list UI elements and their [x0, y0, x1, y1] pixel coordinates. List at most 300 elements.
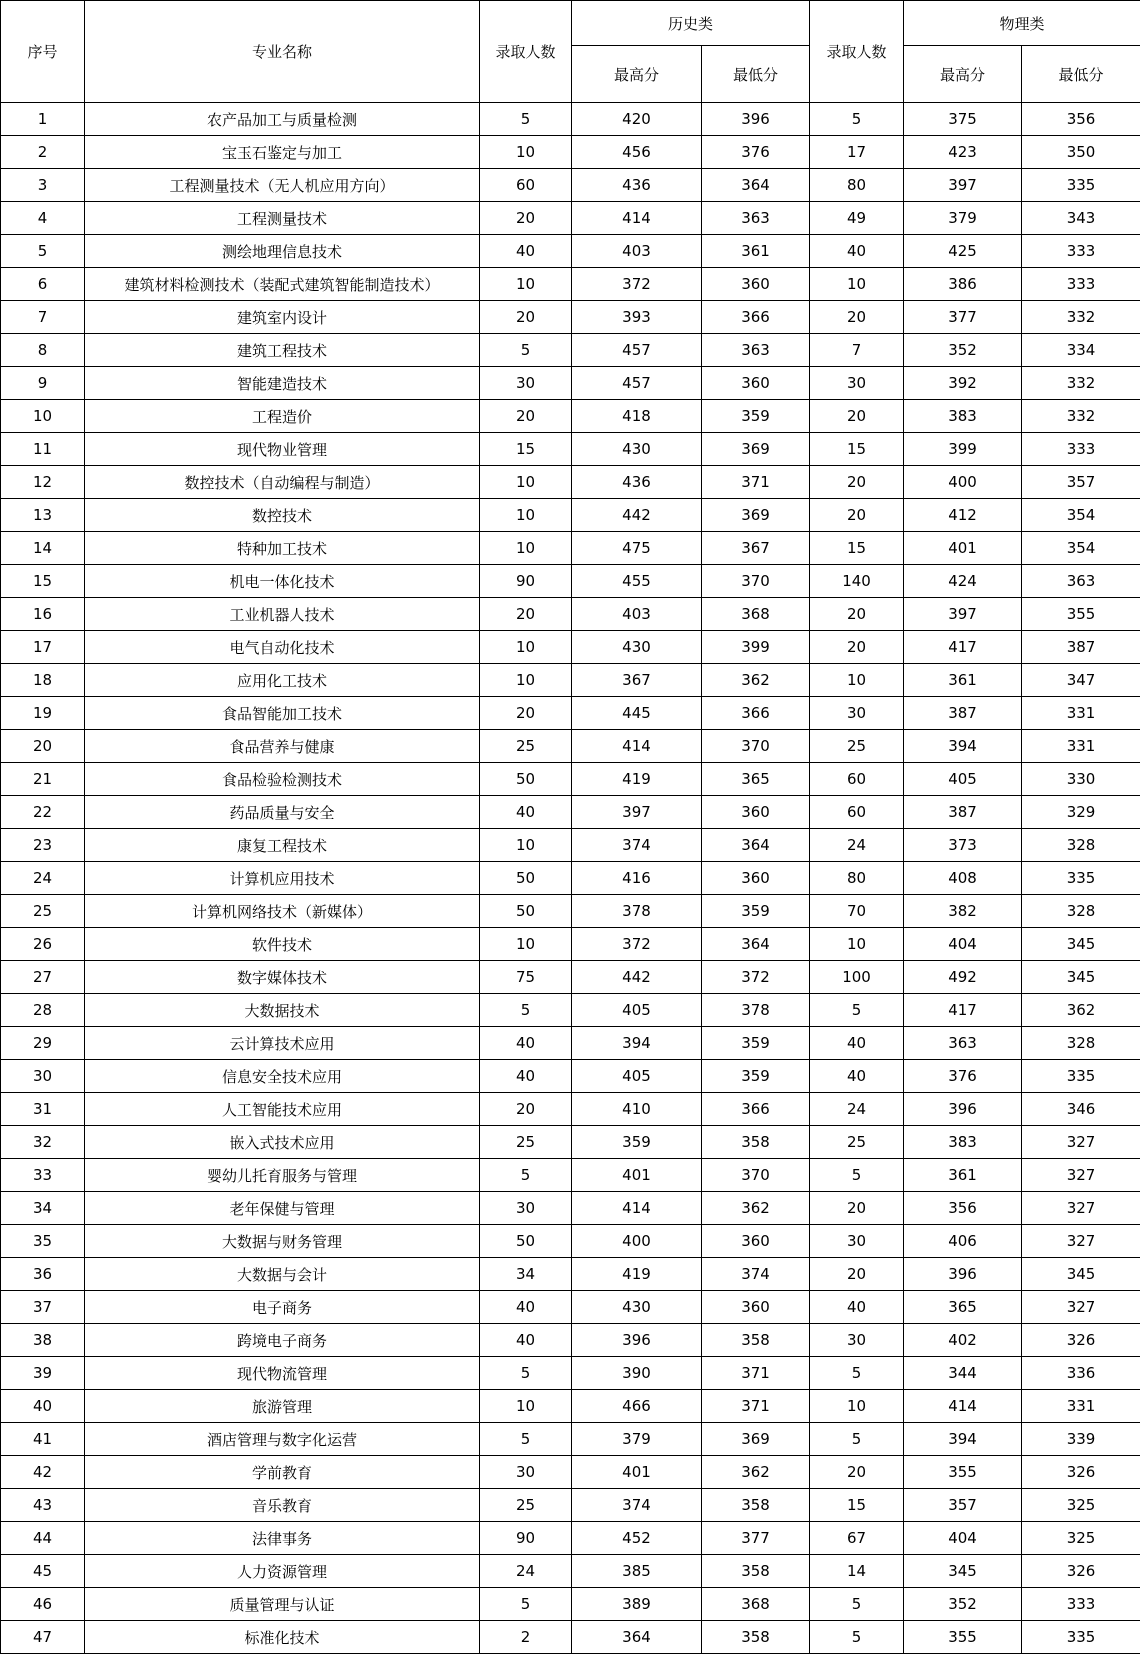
cell-physics-min: 345	[1022, 961, 1140, 994]
cell-major: 工程测量技术（无人机应用方向）	[85, 169, 480, 202]
cell-history-max: 400	[572, 1225, 702, 1258]
cell-history-min: 360	[702, 367, 810, 400]
table-row	[1, 1258, 1140, 1291]
cell-admit-physics: 30	[810, 367, 904, 400]
cell-admit-history: 20	[480, 400, 572, 433]
cell-physics-min: 356	[1022, 103, 1140, 136]
cell-physics-min: 363	[1022, 565, 1140, 598]
table-row	[1, 1621, 1140, 1654]
cell-history-max: 414	[572, 1192, 702, 1225]
cell-history-max: 430	[572, 1291, 702, 1324]
cell-admit-history: 5	[480, 994, 572, 1027]
table-row	[1, 1291, 1140, 1324]
cell-physics-min: 327	[1022, 1225, 1140, 1258]
cell-major: 药品质量与安全	[85, 796, 480, 829]
cell-admit-physics: 20	[810, 631, 904, 664]
cell-index: 32	[1, 1126, 85, 1159]
cell-index: 31	[1, 1093, 85, 1126]
cell-history-min: 377	[702, 1522, 810, 1555]
table-row	[1, 631, 1140, 664]
cell-major: 电气自动化技术	[85, 631, 480, 664]
cell-physics-max: 344	[904, 1357, 1022, 1390]
table-row	[1, 961, 1140, 994]
table-row	[1, 466, 1140, 499]
header-admit-physics: 录取人数	[810, 1, 904, 103]
cell-admit-physics: 5	[810, 1621, 904, 1654]
cell-admit-history: 10	[480, 829, 572, 862]
cell-physics-max: 355	[904, 1621, 1022, 1654]
cell-admit-history: 5	[480, 1159, 572, 1192]
header-admit-history: 录取人数	[480, 1, 572, 103]
cell-physics-max: 397	[904, 598, 1022, 631]
table-row	[1, 1126, 1140, 1159]
table-row	[1, 763, 1140, 796]
cell-history-max: 401	[572, 1456, 702, 1489]
cell-physics-min: 328	[1022, 829, 1140, 862]
cell-admit-physics: 40	[810, 1291, 904, 1324]
cell-physics-max: 417	[904, 994, 1022, 1027]
cell-index: 19	[1, 697, 85, 730]
cell-admit-physics: 100	[810, 961, 904, 994]
cell-major: 旅游管理	[85, 1390, 480, 1423]
table-row	[1, 895, 1140, 928]
cell-admit-physics: 20	[810, 499, 904, 532]
cell-admit-history: 20	[480, 1093, 572, 1126]
cell-history-min: 370	[702, 730, 810, 763]
cell-history-min: 396	[702, 103, 810, 136]
table-row	[1, 235, 1140, 268]
cell-history-min: 364	[702, 169, 810, 202]
cell-history-min: 365	[702, 763, 810, 796]
cell-history-min: 362	[702, 664, 810, 697]
header-index: 序号	[1, 1, 85, 103]
cell-physics-max: 404	[904, 928, 1022, 961]
cell-history-max: 374	[572, 1489, 702, 1522]
cell-history-max: 436	[572, 466, 702, 499]
cell-admit-history: 20	[480, 202, 572, 235]
cell-index: 20	[1, 730, 85, 763]
cell-index: 27	[1, 961, 85, 994]
cell-history-min: 358	[702, 1555, 810, 1588]
cell-history-min: 371	[702, 1357, 810, 1390]
cell-physics-min: 325	[1022, 1489, 1140, 1522]
cell-index: 14	[1, 532, 85, 565]
cell-admit-physics: 5	[810, 103, 904, 136]
cell-index: 10	[1, 400, 85, 433]
cell-major: 酒店管理与数字化运营	[85, 1423, 480, 1456]
cell-history-max: 420	[572, 103, 702, 136]
cell-index: 7	[1, 301, 85, 334]
cell-admit-history: 60	[480, 169, 572, 202]
cell-major: 嵌入式技术应用	[85, 1126, 480, 1159]
table-row	[1, 796, 1140, 829]
cell-major: 大数据与会计	[85, 1258, 480, 1291]
cell-physics-min: 331	[1022, 730, 1140, 763]
cell-history-max: 374	[572, 829, 702, 862]
cell-history-min: 358	[702, 1621, 810, 1654]
table-row	[1, 1225, 1140, 1258]
table-row	[1, 1456, 1140, 1489]
table-header	[1, 1, 1140, 103]
cell-index: 33	[1, 1159, 85, 1192]
cell-physics-min: 331	[1022, 1390, 1140, 1423]
cell-physics-min: 335	[1022, 1621, 1140, 1654]
cell-history-max: 466	[572, 1390, 702, 1423]
cell-index: 42	[1, 1456, 85, 1489]
cell-admit-history: 20	[480, 301, 572, 334]
cell-admit-physics: 70	[810, 895, 904, 928]
cell-major: 建筑工程技术	[85, 334, 480, 367]
cell-physics-max: 401	[904, 532, 1022, 565]
cell-physics-min: 332	[1022, 400, 1140, 433]
cell-admit-physics: 49	[810, 202, 904, 235]
cell-index: 1	[1, 103, 85, 136]
header-major: 专业名称	[85, 1, 480, 103]
table-row	[1, 400, 1140, 433]
cell-history-min: 363	[702, 202, 810, 235]
table-row	[1, 565, 1140, 598]
table-row	[1, 1489, 1140, 1522]
table-row	[1, 1324, 1140, 1357]
cell-major: 标准化技术	[85, 1621, 480, 1654]
cell-physics-max: 387	[904, 697, 1022, 730]
cell-major: 食品智能加工技术	[85, 697, 480, 730]
cell-physics-max: 386	[904, 268, 1022, 301]
cell-admit-history: 50	[480, 1225, 572, 1258]
cell-physics-min: 347	[1022, 664, 1140, 697]
cell-history-min: 359	[702, 1027, 810, 1060]
cell-admit-physics: 10	[810, 928, 904, 961]
header-physics-max: 最高分	[904, 46, 1022, 103]
cell-history-min: 358	[702, 1324, 810, 1357]
table-row	[1, 103, 1140, 136]
cell-history-max: 475	[572, 532, 702, 565]
cell-physics-max: 375	[904, 103, 1022, 136]
cell-index: 16	[1, 598, 85, 631]
cell-admit-physics: 60	[810, 763, 904, 796]
cell-major: 人力资源管理	[85, 1555, 480, 1588]
table-row	[1, 532, 1140, 565]
cell-major: 食品检验检测技术	[85, 763, 480, 796]
cell-major: 法律事务	[85, 1522, 480, 1555]
cell-history-min: 369	[702, 1423, 810, 1456]
cell-admit-physics: 20	[810, 1192, 904, 1225]
cell-major: 音乐教育	[85, 1489, 480, 1522]
cell-history-min: 367	[702, 532, 810, 565]
cell-physics-max: 423	[904, 136, 1022, 169]
cell-history-max: 372	[572, 928, 702, 961]
cell-physics-min: 333	[1022, 235, 1140, 268]
table-row	[1, 928, 1140, 961]
cell-admit-history: 20	[480, 598, 572, 631]
cell-physics-max: 405	[904, 763, 1022, 796]
cell-history-max: 378	[572, 895, 702, 928]
cell-admit-physics: 20	[810, 301, 904, 334]
cell-physics-min: 335	[1022, 1060, 1140, 1093]
cell-admit-history: 75	[480, 961, 572, 994]
cell-physics-max: 396	[904, 1093, 1022, 1126]
cell-physics-min: 350	[1022, 136, 1140, 169]
cell-admit-physics: 40	[810, 1060, 904, 1093]
cell-admit-history: 10	[480, 631, 572, 664]
cell-admit-history: 30	[480, 1456, 572, 1489]
cell-index: 25	[1, 895, 85, 928]
cell-physics-max: 412	[904, 499, 1022, 532]
cell-major: 大数据技术	[85, 994, 480, 1027]
cell-admit-physics: 20	[810, 400, 904, 433]
cell-physics-max: 383	[904, 400, 1022, 433]
cell-physics-max: 383	[904, 1126, 1022, 1159]
cell-physics-max: 394	[904, 730, 1022, 763]
cell-admit-physics: 60	[810, 796, 904, 829]
cell-index: 24	[1, 862, 85, 895]
cell-physics-max: 373	[904, 829, 1022, 862]
cell-physics-max: 425	[904, 235, 1022, 268]
cell-admit-history: 25	[480, 1126, 572, 1159]
cell-major: 数控技术（自动编程与制造）	[85, 466, 480, 499]
cell-admit-history: 90	[480, 565, 572, 598]
table-row	[1, 862, 1140, 895]
cell-history-min: 368	[702, 1588, 810, 1621]
cell-history-max: 442	[572, 961, 702, 994]
cell-admit-history: 10	[480, 268, 572, 301]
cell-history-max: 385	[572, 1555, 702, 1588]
cell-physics-max: 492	[904, 961, 1022, 994]
cell-admit-physics: 20	[810, 598, 904, 631]
cell-admit-physics: 30	[810, 697, 904, 730]
cell-history-max: 393	[572, 301, 702, 334]
cell-physics-max: 355	[904, 1456, 1022, 1489]
cell-index: 35	[1, 1225, 85, 1258]
cell-history-max: 367	[572, 664, 702, 697]
cell-physics-max: 376	[904, 1060, 1022, 1093]
cell-major: 特种加工技术	[85, 532, 480, 565]
cell-major: 食品营养与健康	[85, 730, 480, 763]
table-row	[1, 367, 1140, 400]
cell-admit-physics: 10	[810, 268, 904, 301]
cell-physics-min: 343	[1022, 202, 1140, 235]
cell-history-max: 416	[572, 862, 702, 895]
cell-physics-max: 361	[904, 1159, 1022, 1192]
cell-physics-min: 335	[1022, 169, 1140, 202]
cell-index: 6	[1, 268, 85, 301]
table-row	[1, 730, 1140, 763]
cell-history-min: 369	[702, 499, 810, 532]
table-row	[1, 994, 1140, 1027]
cell-history-max: 405	[572, 1060, 702, 1093]
cell-physics-max: 396	[904, 1258, 1022, 1291]
cell-admit-physics: 20	[810, 1456, 904, 1489]
cell-admit-history: 50	[480, 862, 572, 895]
cell-index: 47	[1, 1621, 85, 1654]
cell-history-min: 370	[702, 1159, 810, 1192]
cell-major: 计算机网络技术（新媒体）	[85, 895, 480, 928]
table-row	[1, 301, 1140, 334]
cell-admit-physics: 15	[810, 433, 904, 466]
cell-admit-history: 10	[480, 499, 572, 532]
cell-major: 建筑室内设计	[85, 301, 480, 334]
header-history-max: 最高分	[572, 46, 702, 103]
table-row	[1, 433, 1140, 466]
cell-physics-max: 408	[904, 862, 1022, 895]
cell-index: 21	[1, 763, 85, 796]
cell-admit-physics: 24	[810, 1093, 904, 1126]
table-row	[1, 1192, 1140, 1225]
cell-history-min: 359	[702, 1060, 810, 1093]
table-row	[1, 1390, 1140, 1423]
cell-history-min: 358	[702, 1126, 810, 1159]
table-row	[1, 334, 1140, 367]
cell-major: 现代物流管理	[85, 1357, 480, 1390]
cell-admit-physics: 14	[810, 1555, 904, 1588]
cell-admit-physics: 40	[810, 235, 904, 268]
table-row	[1, 664, 1140, 697]
cell-history-min: 366	[702, 301, 810, 334]
cell-physics-min: 357	[1022, 466, 1140, 499]
cell-physics-min: 327	[1022, 1159, 1140, 1192]
cell-physics-max: 352	[904, 334, 1022, 367]
cell-physics-min: 325	[1022, 1522, 1140, 1555]
cell-major: 婴幼儿托育服务与管理	[85, 1159, 480, 1192]
cell-history-min: 366	[702, 697, 810, 730]
cell-index: 30	[1, 1060, 85, 1093]
cell-physics-max: 377	[904, 301, 1022, 334]
cell-index: 40	[1, 1390, 85, 1423]
cell-admit-history: 5	[480, 1357, 572, 1390]
cell-admit-physics: 15	[810, 1489, 904, 1522]
table-row	[1, 598, 1140, 631]
cell-major: 数字媒体技术	[85, 961, 480, 994]
table-row	[1, 1522, 1140, 1555]
cell-index: 29	[1, 1027, 85, 1060]
cell-history-min: 363	[702, 334, 810, 367]
cell-physics-max: 414	[904, 1390, 1022, 1423]
cell-history-max: 418	[572, 400, 702, 433]
cell-history-min: 361	[702, 235, 810, 268]
cell-index: 13	[1, 499, 85, 532]
cell-physics-min: 327	[1022, 1192, 1140, 1225]
cell-physics-min: 326	[1022, 1555, 1140, 1588]
cell-history-min: 364	[702, 829, 810, 862]
cell-history-max: 364	[572, 1621, 702, 1654]
cell-physics-max: 406	[904, 1225, 1022, 1258]
cell-index: 34	[1, 1192, 85, 1225]
cell-physics-min: 336	[1022, 1357, 1140, 1390]
cell-index: 26	[1, 928, 85, 961]
cell-history-min: 360	[702, 1291, 810, 1324]
cell-physics-max: 361	[904, 664, 1022, 697]
cell-index: 9	[1, 367, 85, 400]
cell-admit-history: 15	[480, 433, 572, 466]
table-row	[1, 499, 1140, 532]
cell-admit-history: 10	[480, 466, 572, 499]
cell-major: 云计算技术应用	[85, 1027, 480, 1060]
cell-history-min: 360	[702, 268, 810, 301]
cell-physics-min: 355	[1022, 598, 1140, 631]
cell-physics-min: 329	[1022, 796, 1140, 829]
cell-major: 大数据与财务管理	[85, 1225, 480, 1258]
cell-history-max: 414	[572, 202, 702, 235]
cell-admit-physics: 20	[810, 466, 904, 499]
cell-admit-history: 40	[480, 1060, 572, 1093]
cell-physics-min: 327	[1022, 1126, 1140, 1159]
cell-major: 工程测量技术	[85, 202, 480, 235]
cell-history-min: 360	[702, 862, 810, 895]
cell-admit-physics: 17	[810, 136, 904, 169]
cell-physics-min: 332	[1022, 367, 1140, 400]
cell-index: 17	[1, 631, 85, 664]
cell-history-min: 376	[702, 136, 810, 169]
table-row	[1, 829, 1140, 862]
cell-admit-physics: 5	[810, 1357, 904, 1390]
cell-major: 测绘地理信息技术	[85, 235, 480, 268]
cell-index: 2	[1, 136, 85, 169]
cell-admit-history: 40	[480, 796, 572, 829]
cell-major: 应用化工技术	[85, 664, 480, 697]
cell-index: 38	[1, 1324, 85, 1357]
cell-history-max: 457	[572, 334, 702, 367]
cell-admit-history: 40	[480, 1027, 572, 1060]
cell-history-max: 389	[572, 1588, 702, 1621]
cell-history-max: 359	[572, 1126, 702, 1159]
cell-admit-physics: 30	[810, 1324, 904, 1357]
cell-history-min: 371	[702, 466, 810, 499]
cell-index: 43	[1, 1489, 85, 1522]
cell-physics-min: 330	[1022, 763, 1140, 796]
cell-physics-max: 399	[904, 433, 1022, 466]
cell-admit-history: 20	[480, 697, 572, 730]
cell-admit-physics: 25	[810, 730, 904, 763]
cell-admit-physics: 140	[810, 565, 904, 598]
cell-physics-max: 365	[904, 1291, 1022, 1324]
header-physics-group: 物理类	[904, 1, 1140, 46]
cell-physics-max: 363	[904, 1027, 1022, 1060]
cell-history-max: 419	[572, 763, 702, 796]
cell-history-max: 442	[572, 499, 702, 532]
cell-history-min: 368	[702, 598, 810, 631]
cell-physics-max: 394	[904, 1423, 1022, 1456]
table-row	[1, 1423, 1140, 1456]
table-row	[1, 697, 1140, 730]
cell-admit-physics: 15	[810, 532, 904, 565]
cell-major: 数控技术	[85, 499, 480, 532]
table-row	[1, 1555, 1140, 1588]
table-body	[1, 103, 1140, 1654]
cell-admit-history: 34	[480, 1258, 572, 1291]
cell-index: 11	[1, 433, 85, 466]
cell-history-max: 436	[572, 169, 702, 202]
cell-history-max: 414	[572, 730, 702, 763]
cell-major: 计算机应用技术	[85, 862, 480, 895]
cell-index: 15	[1, 565, 85, 598]
cell-admit-history: 10	[480, 136, 572, 169]
cell-history-max: 430	[572, 631, 702, 664]
cell-admit-physics: 40	[810, 1027, 904, 1060]
cell-admit-physics: 67	[810, 1522, 904, 1555]
cell-admit-physics: 10	[810, 1390, 904, 1423]
cell-major: 人工智能技术应用	[85, 1093, 480, 1126]
header-physics-min: 最低分	[1022, 46, 1140, 103]
cell-major: 康复工程技术	[85, 829, 480, 862]
table-row	[1, 268, 1140, 301]
cell-admit-history: 5	[480, 1588, 572, 1621]
cell-index: 37	[1, 1291, 85, 1324]
cell-major: 农产品加工与质量检测	[85, 103, 480, 136]
cell-history-min: 359	[702, 895, 810, 928]
cell-physics-min: 333	[1022, 1588, 1140, 1621]
cell-physics-min: 332	[1022, 301, 1140, 334]
cell-physics-min: 333	[1022, 433, 1140, 466]
